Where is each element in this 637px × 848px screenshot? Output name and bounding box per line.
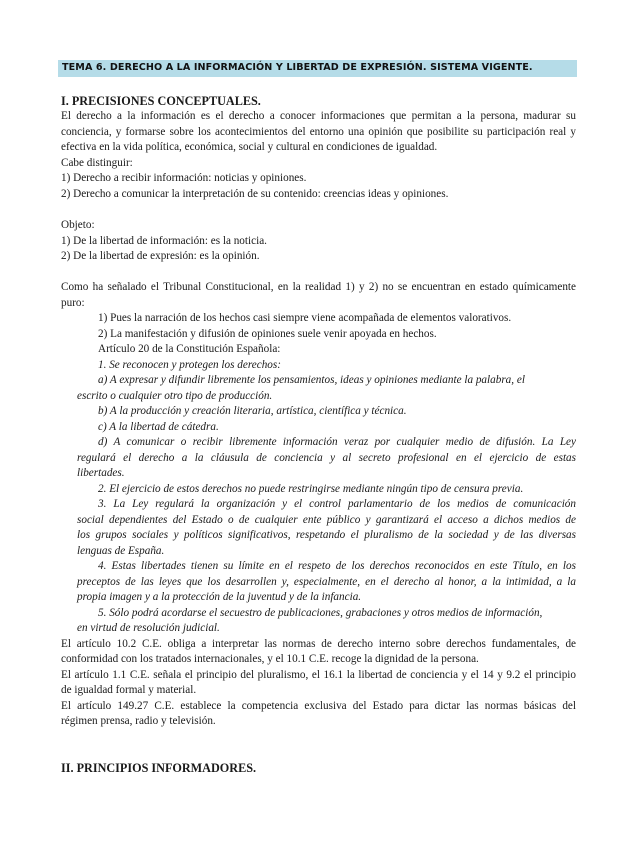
- paragraph-line: conciencia, y formarse sobre los acontecimientos del entorno una opinión que posibilite su participación real y: [61, 126, 576, 138]
- quote-line: a) A expresar y difundir libremente los pensamientos, ideas y opiniones mediante la palabra, el: [98, 374, 525, 386]
- list-item: 1) Pues la narración de los hechos casi siempre viene acompañada de elementos valorativos.: [98, 312, 512, 324]
- list-item: 2) Derecho a comunicar la interpretación de su contenido: creencias ideas y opiniones.: [61, 188, 449, 200]
- section-heading: II. PRINCIPIOS INFORMADORES.: [61, 761, 257, 775]
- paragraph-line: de igualdad formal y material.: [61, 684, 197, 696]
- list-item: 1) Derecho a recibir información: noticias y opiniones.: [61, 172, 307, 184]
- topic-banner: [58, 60, 577, 77]
- quote-line: 1. Se reconocen y protegen los derechos:: [98, 359, 281, 371]
- quote-line: propia imagen y a la protección de la juventud y de la infancia.: [77, 591, 362, 603]
- quote-line: 5. Sólo podrá acordarse el secuestro de publicaciones, grabaciones y otros medios de información,: [98, 607, 543, 619]
- quote-line: los grupos sociales y políticos significativos, respetando el pluralismo de la sociedad y de las diversas: [77, 529, 576, 541]
- list-item: 2) La manifestación y difusión de opiniones suele venir apoyada en hechos.: [98, 328, 437, 340]
- paragraph-line: Como ha señalado el Tribunal Constitucional, en la realidad 1) y 2) no se encuentran en estado químicamente: [61, 281, 576, 293]
- paragraph-line: El derecho a la información es el derecho a conocer informaciones que permitan a la persona, madurar su: [61, 110, 576, 122]
- paragraph-line: Objeto:: [61, 219, 95, 231]
- paragraph-line: El artículo 1.1 C.E. señala el principio del pluralismo, el 16.1 la libertad de conciencia y el 14 y 9.2 el principio: [61, 669, 576, 681]
- paragraph-line: conformidad con los tratados internacionales, y el 10.1 C.E. recoge la dignidad de la persona.: [61, 653, 479, 665]
- paragraph-line: El artículo 149.27 C.E. establece la competencia exclusiva del Estado para dictar las normas básicas del: [61, 700, 576, 712]
- paragraph-line: Cabe distinguir:: [61, 157, 133, 169]
- quote-line: 3. La Ley regulará la organización y el control parlamentario de los medios de comunicación: [98, 498, 576, 510]
- paragraph-line: régimen prensa, radio y televisión.: [61, 715, 216, 727]
- topic-title: TEMA 6. DERECHO A LA INFORMACIÓN Y LIBERTAD DE EXPRESIÓN. SISTEMA VIGENTE.: [62, 62, 533, 73]
- section-heading: I. PRECISIONES CONCEPTUALES.: [61, 94, 261, 108]
- quote-line: d) A comunicar o recibir libremente información veraz por cualquier medio de difusión. La Ley: [98, 436, 576, 448]
- quote-line: social dependientes del Estado o de cualquier ente público y garantizará el acceso a dichos medios de: [77, 514, 576, 526]
- quote-line: regulará el derecho a la cláusula de conciencia y al secreto profesional en el ejercicio de estas: [77, 452, 576, 464]
- quote-line: c) A la libertad de cátedra.: [98, 421, 219, 433]
- paragraph-line: puro:: [61, 297, 85, 309]
- quote-line: escrito o cualquier otro tipo de producción.: [77, 390, 273, 402]
- quote-line: en virtud de resolución judicial.: [77, 622, 220, 634]
- quote-line: preceptos de las leyes que los desarrollen y, especialmente, en el derecho al honor, a la intimidad, a la: [77, 576, 576, 588]
- quote-line: 2. El ejercicio de estos derechos no puede restringirse mediante ningún tipo de censura previa.: [98, 483, 524, 495]
- paragraph-line: efectiva en la vida política, económica, social y cultural en condiciones de igualdad.: [61, 141, 438, 153]
- quote-line: 4. Estas libertades tienen su límite en el respeto de los derechos reconocidos en este Título, en los: [98, 560, 576, 572]
- paragraph-line: El artículo 10.2 C.E. obliga a interpretar las normas de derecho interno sobre derechos fundamentales, de: [61, 638, 576, 650]
- article-heading: Artículo 20 de la Constitución Española:: [98, 343, 281, 355]
- quote-line: b) A la producción y creación literaria, artística, científica y técnica.: [98, 405, 407, 417]
- list-item: 2) De la libertad de expresión: es la opinión.: [61, 250, 260, 262]
- quote-line: lenguas de España.: [77, 545, 165, 557]
- list-item: 1) De la libertad de información: es la noticia.: [61, 235, 267, 247]
- quote-line: libertades.: [77, 467, 125, 479]
